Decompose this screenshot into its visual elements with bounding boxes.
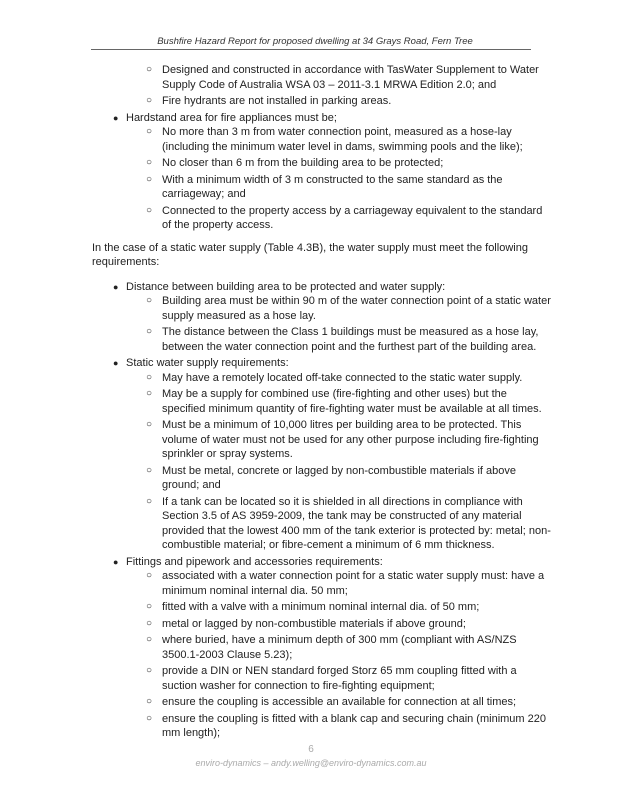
list-heading: Hardstand area for fire appliances must be; <box>126 111 337 124</box>
circle-bullet-icon: ○ <box>146 371 153 383</box>
header-divider <box>91 49 531 50</box>
list-item: ○ Connected to the property access by a carriageway equivalent to the standard of the property access. <box>146 204 543 231</box>
list-item <box>92 555 552 570</box>
footer-contact: enviro-dynamics – andy.welling@enviro-dynamics.com.au <box>195 758 427 768</box>
list-heading: Static water supply requirements: <box>126 357 289 369</box>
disc-bullet-icon: ● <box>113 556 119 567</box>
list-item: ○ Designed and constructed in accordance with TasWater Supplement to Water Supply Code of Australia WSA 03 – 2011-3.1 MRWA Edition 2.0; and <box>146 64 539 91</box>
list-item: ○ Fire hydrants are not installed in parking areas. <box>146 95 392 107</box>
list-item: ○ May be a supply for combined use (fire-fighting and other uses) but the specified minimum quantity of fire-fighting water must be available at all times. <box>146 388 542 415</box>
list-item: ○ Must be a minimum of 10,000 litres per building area to be protected. This volume of water must not be used for any other purpose including fire-fighting sprinkler or spray systems. <box>146 419 539 460</box>
list-item: ○ provide a DIN or NEN standard forged Storz 65 mm coupling fitted with a suction washer for connection to fire-fighting equipment; <box>146 665 517 692</box>
distance-sublist <box>92 294 552 354</box>
circle-bullet-icon: ○ <box>146 696 153 707</box>
page-body <box>92 63 552 743</box>
fittings-list <box>92 555 552 570</box>
circle-bullet-icon: ○ <box>146 634 153 645</box>
list-item: ○ With a minimum width of 3 m constructed to the same standard as the carriageway; and <box>146 173 503 200</box>
circle-bullet-icon: ○ <box>146 126 153 137</box>
list-heading: Distance between building area to be protected and water supply: <box>126 280 446 293</box>
list-item: ○ Building area must be within 90 m of the water connection point of a static water supply measured as a hose lay. <box>146 295 551 322</box>
list-item: ○ associated with a water connection point for a static water supply must: have a minimum nominal internal dia. 50 mm; <box>146 570 545 597</box>
list-item: ○ No more than 3 m from water connection point, measured as a hose-lay (including the minimum water level in dams, swimming pools and the like); <box>146 126 523 153</box>
list-item: ○ metal or lagged by non-combustible materials if above ground; <box>146 617 466 630</box>
page-number: 6 <box>308 744 314 755</box>
list-item: ○ ensure the coupling is fitted with a blank cap and securing chain (minimum 220 mm length); <box>146 712 546 739</box>
fittings-sublist <box>92 569 552 741</box>
running-header: Bushfire Hazard Report for proposed dwelling at 34 Grays Road, Fern Tree <box>157 36 473 47</box>
hardstand-sublist <box>92 125 552 233</box>
list-item <box>92 111 552 126</box>
circle-bullet-icon: ○ <box>146 601 153 612</box>
static-supply-intro: In the case of a static water supply (Table 4.3B), the water supply must meet the following requirements: <box>92 241 528 268</box>
circle-bullet-icon: ○ <box>146 464 153 476</box>
disc-bullet-icon: ● <box>113 281 119 292</box>
disc-bullet-icon: ● <box>113 358 119 368</box>
circle-bullet-icon: ○ <box>146 570 153 581</box>
circle-bullet-icon: ○ <box>146 157 153 168</box>
circle-bullet-icon: ○ <box>146 419 153 430</box>
circle-bullet-icon: ○ <box>146 665 153 676</box>
circle-bullet-icon: ○ <box>146 204 153 216</box>
circle-bullet-icon: ○ <box>146 173 153 185</box>
static-requirements-list <box>92 356 552 371</box>
list-item: ○ where buried, have a minimum depth of 300 mm (compliant with AS/NZS 3500.1-2003 Clause 5.23); <box>146 634 517 661</box>
list-item <box>92 280 552 295</box>
circle-bullet-icon: ○ <box>146 712 153 724</box>
list-item: ○ ensure the coupling is accessible an available for connection at all times; <box>146 696 517 708</box>
circle-bullet-icon: ○ <box>146 64 153 75</box>
circle-bullet-icon: ○ <box>146 388 153 399</box>
continued-sublist <box>92 63 552 109</box>
circle-bullet-icon: ○ <box>146 295 153 306</box>
list-item: ○ The distance between the Class 1 buildings must be measured as a hose lay, between the water connection point and the furthest part of the building area. <box>146 326 539 353</box>
list-item: ○ fitted with a valve with a minimum nominal internal dia. of 50 mm; <box>146 601 480 613</box>
distance-list <box>92 280 552 295</box>
list-item: ○ Must be metal, concrete or lagged by non-combustible materials if above ground; and <box>146 464 517 491</box>
circle-bullet-icon: ○ <box>146 95 153 106</box>
list-item: ○ If a tank can be located so it is shielded in all directions in compliance with Section 3.5 of AS 3959-2009, the tank may be constructed of any material provided that the lowest 400 mm of the tank exterior is protected by: metal; non-combustible material; or fibre-cement a minimum of 6 mm thickness. <box>146 495 551 551</box>
list-item: ○ No closer than 6 m from the building area to be protected; <box>146 157 444 169</box>
circle-bullet-icon: ○ <box>146 617 153 629</box>
circle-bullet-icon: ○ <box>146 495 153 507</box>
list-heading: Fittings and pipework and accessories requirements: <box>126 555 383 568</box>
disc-bullet-icon: ● <box>113 112 119 123</box>
circle-bullet-icon: ○ <box>146 326 153 337</box>
hardstand-list <box>92 111 552 126</box>
list-item: ○ May have a remotely located off-take connected to the static water supply. <box>146 371 523 384</box>
list-item <box>92 356 552 371</box>
static-requirements-sublist <box>92 371 552 553</box>
